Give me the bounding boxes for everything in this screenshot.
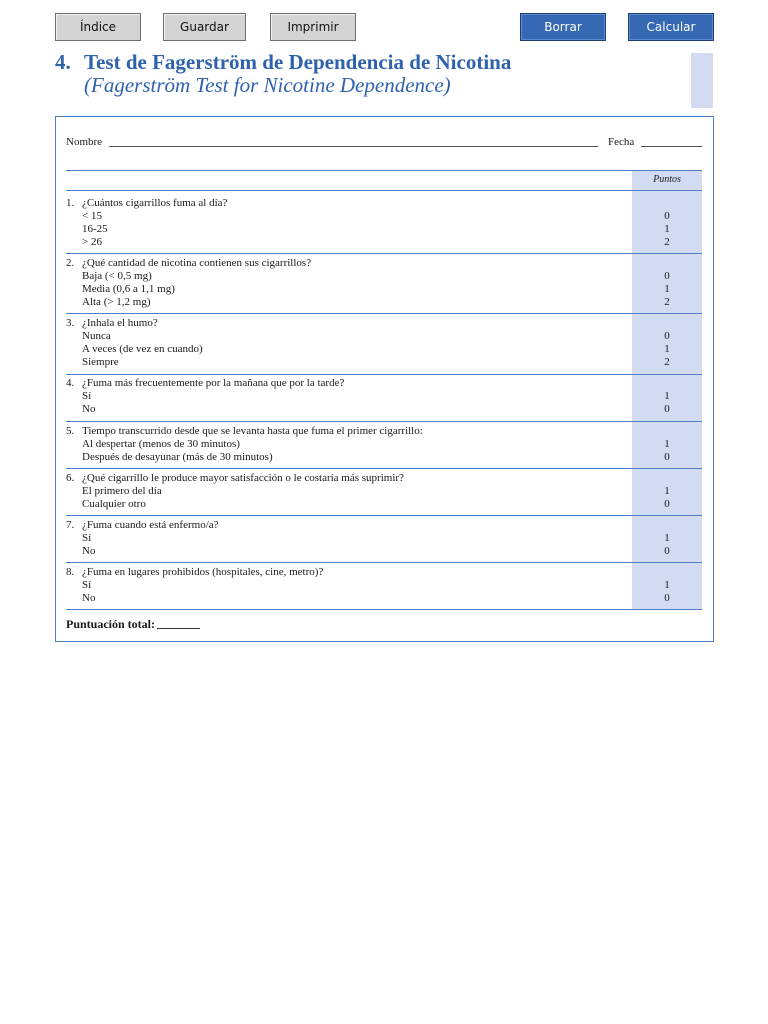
option-label: Alta (> 1,2 mg) bbox=[82, 296, 151, 308]
question-text: ¿Qué cigarrillo le produce mayor satisfacción o le costaría más suprimir? bbox=[82, 472, 404, 484]
option-points: 1 bbox=[664, 223, 670, 235]
question-number: 5. bbox=[66, 425, 75, 437]
option-label: Al despertar (menos de 30 minutos) bbox=[82, 438, 240, 450]
name-label: Nombre bbox=[66, 136, 103, 148]
indice-button[interactable]: Índice bbox=[55, 13, 141, 41]
name-field[interactable] bbox=[109, 146, 598, 147]
divider bbox=[66, 421, 702, 422]
divider bbox=[66, 170, 702, 171]
question-text: ¿Qué cantidad de nicotina contienen sus cigarrillos? bbox=[82, 257, 312, 269]
divider bbox=[66, 253, 702, 254]
divider bbox=[66, 313, 702, 314]
page-subtitle: (Fagerström Test for Nicotine Dependence) bbox=[84, 73, 451, 97]
option-points: 0 bbox=[664, 451, 670, 463]
borrar-button[interactable]: Borrar bbox=[520, 13, 606, 41]
divider bbox=[66, 562, 702, 563]
option-points: 0 bbox=[664, 270, 670, 282]
option-label: No bbox=[82, 592, 96, 604]
option-points: 1 bbox=[664, 532, 670, 544]
guardar-button[interactable]: Guardar bbox=[163, 13, 246, 41]
question-text: ¿Fuma cuando está enfermo/a? bbox=[82, 519, 219, 531]
question-number: 7. bbox=[66, 519, 75, 531]
option-label: Después de desayunar (más de 30 minutos) bbox=[82, 451, 273, 463]
option-label: Sí bbox=[82, 579, 92, 591]
option-label: Nunca bbox=[82, 330, 111, 342]
option-label: No bbox=[82, 403, 96, 415]
option-points: 0 bbox=[664, 592, 670, 604]
option-label: Sí bbox=[82, 532, 92, 544]
option-label: Baja (< 0,5 mg) bbox=[82, 270, 152, 282]
date-field[interactable] bbox=[641, 146, 702, 147]
section-number: 4. bbox=[55, 50, 71, 74]
option-points: 0 bbox=[664, 210, 670, 222]
option-points: 1 bbox=[664, 485, 670, 497]
option-points: 2 bbox=[664, 296, 670, 308]
question-text: ¿Fuma en lugares prohibidos (hospitales, cine, metro)? bbox=[82, 566, 324, 578]
question-number: 1. bbox=[66, 197, 75, 209]
option-label: > 26 bbox=[82, 236, 102, 248]
question-text: ¿Inhala el humo? bbox=[82, 317, 158, 329]
points-header: Puntos bbox=[653, 174, 681, 185]
option-label: A veces (de vez en cuando) bbox=[82, 343, 203, 355]
divider bbox=[66, 609, 702, 610]
side-tab bbox=[691, 53, 713, 108]
option-points: 1 bbox=[664, 343, 670, 355]
imprimir-button[interactable]: Imprimir bbox=[270, 13, 356, 41]
calcular-button[interactable]: Calcular bbox=[628, 13, 714, 41]
total-score-field[interactable] bbox=[157, 628, 200, 629]
option-points: 0 bbox=[664, 403, 670, 415]
page-title: Test de Fagerström de Dependencia de Nicotina bbox=[84, 50, 512, 74]
option-label: No bbox=[82, 545, 96, 557]
divider bbox=[66, 190, 702, 191]
option-points: 1 bbox=[664, 438, 670, 450]
option-points: 2 bbox=[664, 236, 670, 248]
date-label: Fecha bbox=[608, 136, 635, 148]
question-number: 2. bbox=[66, 257, 75, 269]
question-number: 3. bbox=[66, 317, 75, 329]
option-points: 1 bbox=[664, 390, 670, 402]
divider bbox=[66, 515, 702, 516]
question-text: Tiempo transcurrido desde que se levanta hasta que fuma el primer cigarrillo: bbox=[82, 425, 423, 437]
option-label: El primero del día bbox=[82, 485, 162, 497]
option-points: 0 bbox=[664, 498, 670, 510]
option-label: < 15 bbox=[82, 210, 102, 222]
question-number: 4. bbox=[66, 377, 75, 389]
option-label: 16-25 bbox=[82, 223, 108, 235]
option-points: 1 bbox=[664, 579, 670, 591]
option-points: 2 bbox=[664, 356, 670, 368]
option-points: 1 bbox=[664, 283, 670, 295]
question-number: 8. bbox=[66, 566, 75, 578]
total-score-label: Puntuación total: bbox=[66, 617, 156, 631]
option-points: 0 bbox=[664, 330, 670, 342]
option-label: Cualquier otro bbox=[82, 498, 146, 510]
divider bbox=[66, 468, 702, 469]
question-text: ¿Fuma más frecuentemente por la mañana que por la tarde? bbox=[82, 377, 345, 389]
option-label: Media (0,6 a 1,1 mg) bbox=[82, 283, 175, 295]
question-number: 6. bbox=[66, 472, 75, 484]
option-points: 0 bbox=[664, 545, 670, 557]
divider bbox=[66, 374, 702, 375]
question-text: ¿Cuántos cigarrillos fuma al día? bbox=[82, 197, 228, 209]
option-label: Sí bbox=[82, 390, 92, 402]
option-label: Siempre bbox=[82, 356, 119, 368]
